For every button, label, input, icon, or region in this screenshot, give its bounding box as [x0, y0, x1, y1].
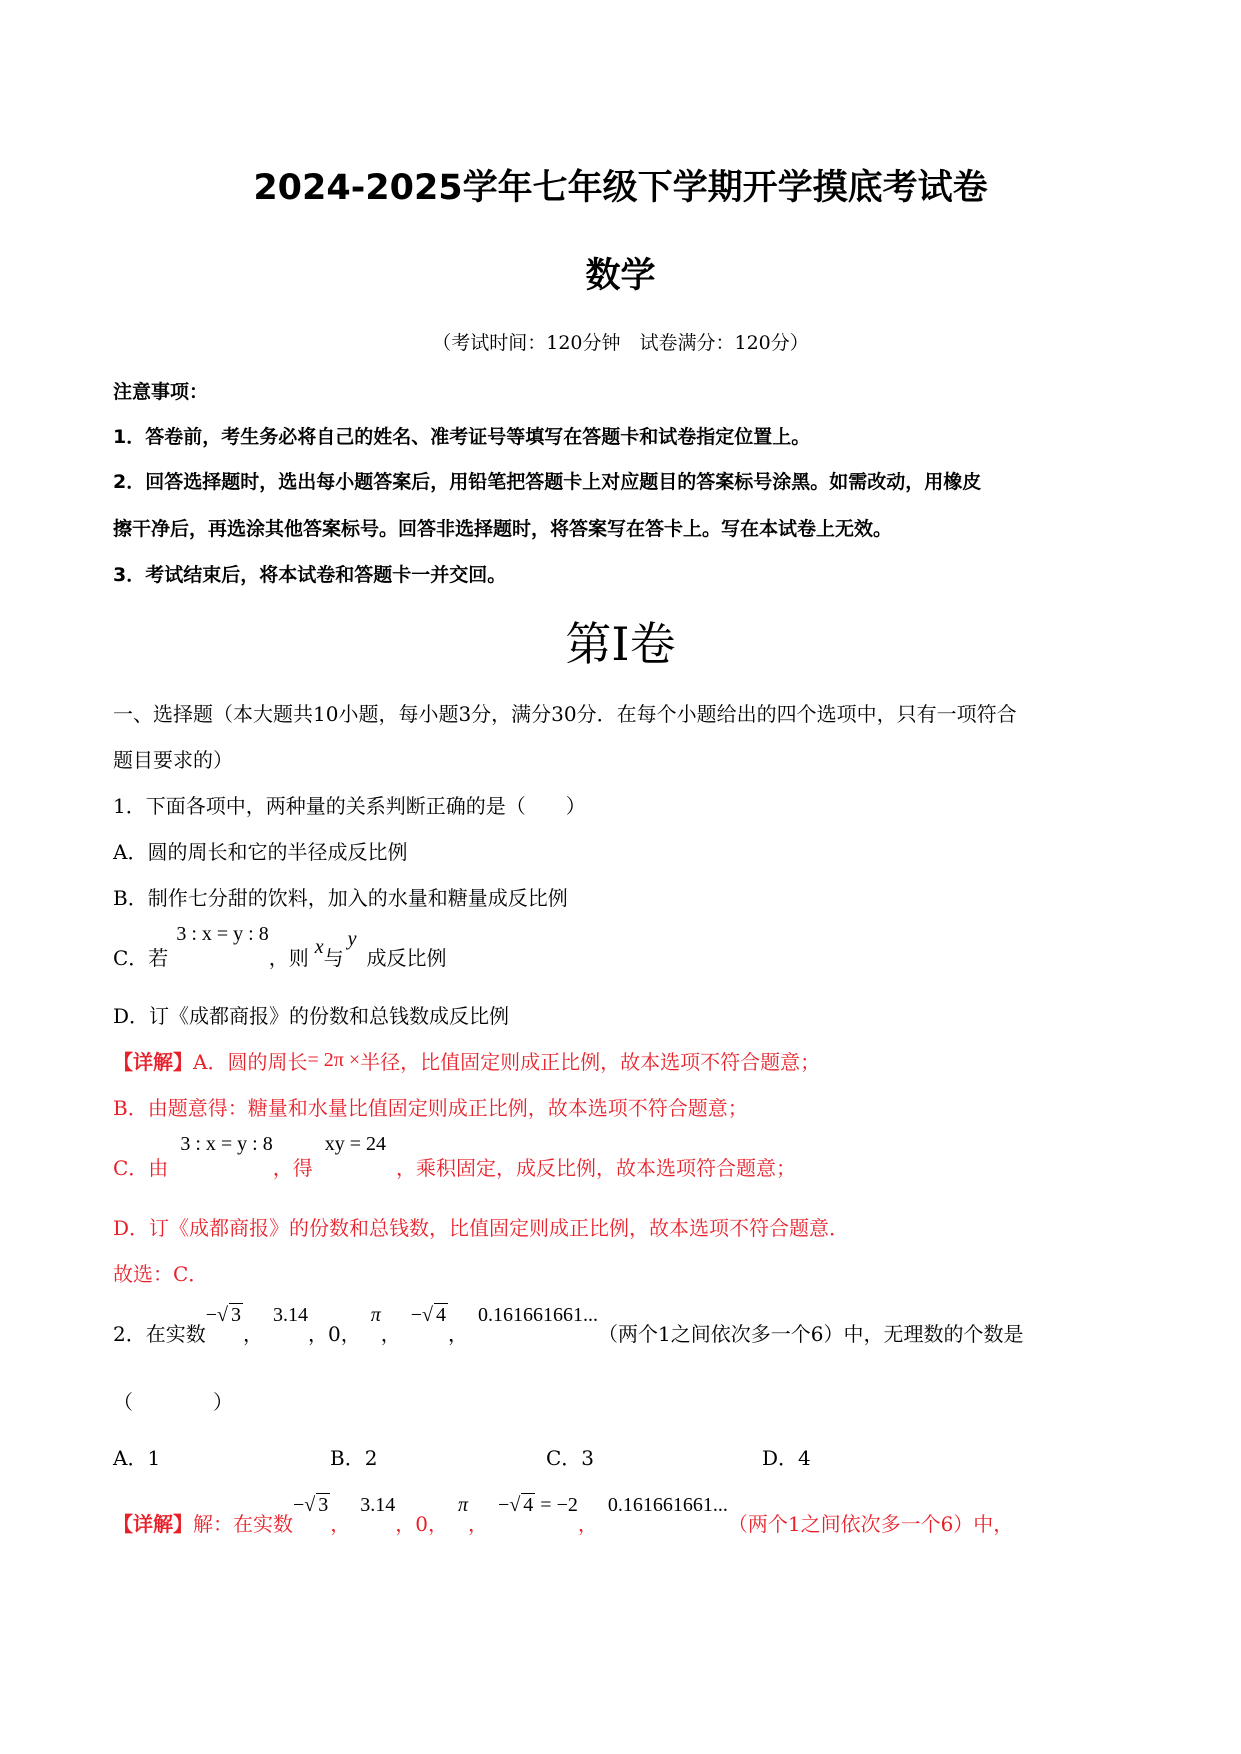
q2-sol-neg-sqrt4: −√ 4 = −2 — [498, 1494, 578, 1516]
solution-a-text-1: A．圆的周长 — [193, 1050, 308, 1074]
q2-solution-line: 【详解】解：在实数−√ 3，3.14，0，π，−√ 4 = −2，0.161661661...（两个1之间依次多一个6）中， — [113, 1494, 1014, 1536]
solution-c-obtain: ，得 — [272, 1156, 313, 1180]
q2-sol-neg-sqrt3: −√ 3 — [293, 1494, 329, 1516]
q1-solution-b: B．由题意得：糖量和水量比值固定则成正比例，故本选项不符合题意； — [113, 1096, 748, 1120]
q2-suffix: （两个1之间依次多一个6）中，无理数的个数是 — [598, 1322, 1024, 1346]
paper-title: 2024-2025学年七年级下学期开学摸底考试卷 — [253, 168, 988, 208]
solution-c-prefix: C．由 — [113, 1156, 169, 1180]
q1-answer: 故选：C． — [113, 1262, 209, 1286]
q2-neg-sqrt4: −√ 4 — [410, 1304, 447, 1326]
question-1-stem: 1．下面各项中，两种量的关系判断正确的是（ ） — [113, 794, 586, 818]
question-1-option-c — [113, 923, 447, 971]
question-2-option-c: C．3 — [546, 1446, 595, 1470]
note-2-line-1: 2．回答选择题时，选出每小题答案后，用铅笔把答题卡上对应题目的答案标号涂黑。如需改动，用橡皮 — [113, 471, 982, 493]
exam-info: （考试时间：120分钟 试卷满分：120分） — [432, 332, 809, 354]
question-2-option-b: B．2 — [330, 1446, 378, 1470]
q1-solution-c — [113, 1133, 796, 1181]
section-1-instructions-line-1: 一、选择题（本大题共10小题，每小题3分，满分30分．在每个小题给出的四个选项中，只有一项符合 — [113, 702, 1017, 726]
option-c-y: y — [347, 928, 357, 950]
solution-tag: 【详解】 — [113, 1512, 193, 1536]
question-2-paren: （ ） — [113, 1390, 233, 1414]
solution-c-ratio: 3 : x = y : 8 — [180, 1133, 273, 1155]
q2-sol-number-314: 3.14 — [360, 1494, 396, 1516]
q2-neg-sqrt3: −√ 3 — [205, 1304, 241, 1326]
question-2-option-d: D．4 — [762, 1446, 811, 1470]
q2-sol-pi: π — [458, 1494, 469, 1516]
solution-tag: 【详解】 — [113, 1050, 193, 1074]
note-3: 3．考试结束后，将本试卷和答题卡一并交回。 — [113, 564, 507, 586]
note-2-line-2: 擦干净后，再选涂其他答案标号。回答非选择题时，将答案写在答卡上。写在本试卷上无效。 — [113, 518, 893, 540]
q2-pi: π — [370, 1304, 381, 1326]
solution-a-formula: = 2π × — [307, 1049, 361, 1071]
section-1-instructions-line-2: 题目要求的） — [113, 748, 233, 772]
q2-prefix: 2．在实数 — [113, 1322, 206, 1346]
solution-c-suffix: ，乘积固定，成反比例，故本选项符合题意； — [396, 1156, 796, 1180]
notes-heading: 注意事项： — [113, 381, 209, 403]
solution-c-product: xy = 24 — [324, 1133, 386, 1155]
question-1-option-b: B．制作七分甜的饮料，加入的水量和糖量成反比例 — [113, 886, 568, 910]
q2-repeating-decimal: 0.161661661... — [478, 1304, 599, 1326]
note-1: 1．答卷前，考生务必将自己的姓名、准考证号等填写在答题卡和试卷指定位置上。 — [113, 426, 811, 448]
subject-title: 数学 — [585, 256, 656, 296]
option-c-prefix: C．若 — [113, 946, 169, 970]
question-2-option-a: A．1 — [113, 1446, 161, 1470]
option-c-and: 与 — [323, 946, 344, 970]
q2-number-314: 3.14 — [273, 1304, 308, 1326]
q1-solution-a — [113, 1046, 820, 1075]
option-c-then: ，则 — [268, 946, 309, 970]
q2-sol-repeating-decimal: 0.161661661... — [607, 1494, 728, 1516]
solution-a-text-2: 半径，比值固定则成正比例，故本选项不符合题意； — [360, 1050, 821, 1074]
q1-solution-d: D．订《成都商报》的份数和总钱数，比值固定则成正比例，故本选项不符合题意． — [113, 1216, 850, 1240]
question-1-option-d: D．订《成都商报》的份数和总钱数成反比例 — [113, 1004, 510, 1028]
option-c-ratio: 3 : x = y : 8 — [176, 923, 269, 945]
question-1-option-a: A．圆的周长和它的半径成反比例 — [113, 840, 408, 864]
option-c-suffix: 成反比例 — [366, 946, 447, 970]
volume-title: 第Ⅰ卷 — [565, 617, 676, 671]
question-2-stem: 2．在实数−√ 3，3.14，0，π，−√ 4，0.161661661...（两个1之间依次多一个6）中，无理数的个数是 — [113, 1304, 1024, 1346]
option-c-x: x — [314, 936, 324, 958]
